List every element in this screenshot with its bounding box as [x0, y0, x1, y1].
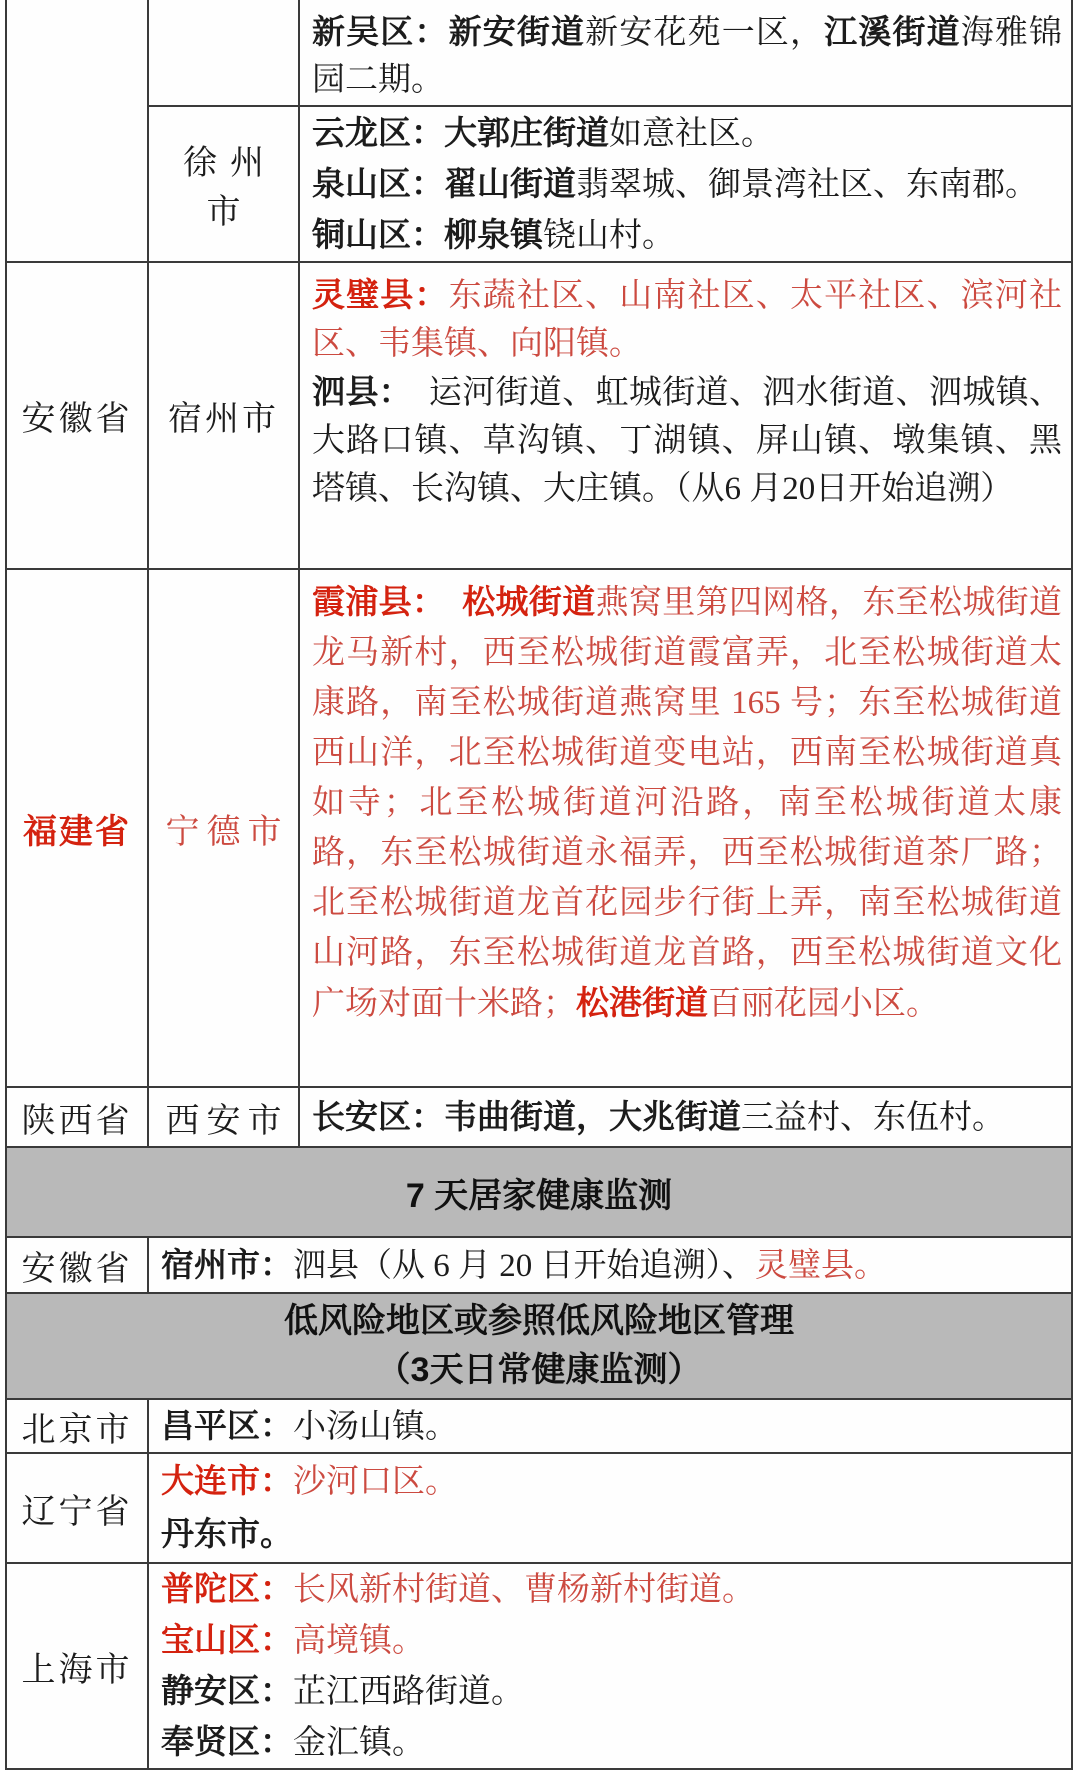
district-entry: [312, 271, 1062, 368]
area-text: 小汤山镇。: [293, 1408, 458, 1445]
district-red-label: 宝山区：: [161, 1621, 293, 1658]
area-text: 如意社区。: [609, 115, 774, 152]
wuxi-districts-cell: [300, 0, 1071, 105]
province-label-fujian: 福建省: [7, 570, 149, 1086]
row-anhui-suzhou: [7, 261, 1071, 568]
ningde-districts-cell: [300, 570, 1071, 1086]
area-text: 芷江西路街道。: [293, 1674, 524, 1710]
district-entry: [161, 1455, 1062, 1508]
area-red-text: 百丽花园小区。: [708, 986, 939, 1022]
area-red-text: 灵璧县。: [755, 1247, 887, 1284]
district-entry: [161, 1666, 1062, 1717]
street-red-bold-label: 松城街道: [462, 583, 596, 620]
area-text: 新安花苑一区，: [585, 15, 825, 51]
section-banner-7day-monitoring: [7, 1146, 1071, 1236]
shanghai-areas-cell: [149, 1564, 1071, 1768]
district-bold-label: 铜山区：柳泉镇: [312, 215, 543, 253]
area-text: 铙山村。: [543, 217, 675, 254]
district-entry: [161, 1243, 1062, 1288]
district-bold-label: 新吴区：新安街道: [312, 13, 586, 50]
district-entry: [161, 1508, 1062, 1561]
area-red-text: 燕窝里第四网格，东至松城街道龙马新村，西至松城街道霞富弄，北至松城街道太康路，南至松城街道燕窝里 165 号；东至松城街道西山洋，北至松城街道变电站，西南至松城街道真如寺；北至松城街道河沿路，南至松城街道太康路，东至松城街道永福弄，西至松城街道茶厂路；北至松城街道龙首花园步行街上弄，南至松城街道山河路，东至松城街道龙首路，西至松城街道文化广场对面十米路；: [312, 585, 1063, 1022]
section-jiangsu: [7, 0, 1071, 261]
xian-districts-cell: [300, 1088, 1071, 1146]
city-label-suzhou: 宿州市: [149, 263, 300, 568]
district-entry: [161, 1564, 1062, 1615]
district-bold-label: 泉山区：翟山街道: [312, 164, 576, 202]
province-label-shaanxi: 陕西省: [7, 1088, 149, 1146]
city-label-xuzhou: 徐州市: [149, 105, 300, 261]
district-bold-label: 云龙区：大郭庄街道: [312, 113, 609, 151]
row-shaanxi-xian: [7, 1086, 1071, 1146]
district-entry: [312, 1095, 1062, 1140]
row-liaoning: [7, 1452, 1071, 1562]
area-text: 泗县（从 6 月 20 日开始追溯）、: [293, 1247, 755, 1284]
county-bold-label: 泗县：: [312, 373, 396, 410]
area-red-text: 东蔬社区、山南社区、太平社区、滨河社区、韦集镇、向阳镇。: [312, 278, 1063, 362]
row-shanghai: [7, 1562, 1071, 1768]
district-entry: [312, 159, 1062, 210]
area-red-text: 沙河口区。: [293, 1464, 458, 1500]
anhui-areas-cell: [149, 1238, 1071, 1292]
xuzhou-districts-cell: [300, 105, 1071, 261]
row-anhui-7day: [7, 1236, 1071, 1292]
district-entry: [161, 1615, 1062, 1666]
district-entry: [312, 210, 1062, 261]
province-cell-continued: [7, 0, 149, 261]
row-beijing: [7, 1398, 1071, 1452]
district-bold-label: 昌平区：: [161, 1406, 293, 1444]
beijing-areas-cell: [149, 1400, 1071, 1452]
city-label-xian: 西安市: [149, 1088, 300, 1146]
banner-title-line1: 低风险地区或参照低风险地区管理: [284, 1302, 794, 1340]
area-text: 海雅锦园二期。: [312, 15, 1063, 98]
province-label-anhui: 安徽省: [7, 263, 149, 568]
area-text: 金汇镇。: [293, 1725, 425, 1761]
city-label-ningde: 宁德市: [149, 570, 300, 1086]
area-red-text: 长风新村街道、曹杨新村街道。: [293, 1572, 755, 1608]
street-bold-label: 江溪街道: [824, 13, 961, 50]
district-entry: [161, 1404, 1062, 1449]
city-bold-label: 丹东市。: [161, 1515, 293, 1552]
province-label-anhui: 安徽省: [7, 1238, 149, 1292]
area-red-text: 高境镇。: [293, 1623, 425, 1659]
province-label-beijing: 北京市: [7, 1400, 149, 1452]
liaoning-areas-cell: [149, 1454, 1071, 1562]
district-entry: [312, 8, 1062, 104]
section-banner-low-risk: [7, 1292, 1071, 1398]
street-red-bold-label: 松港街道: [576, 984, 708, 1021]
city-cell-continued: [149, 0, 300, 105]
district-bold-label: 长安区：韦曲街道，大兆街道: [312, 1097, 741, 1135]
district-bold-label: 奉贤区：: [161, 1723, 293, 1760]
city-red-label: 大连市：: [161, 1462, 293, 1499]
suzhou-districts-cell: [300, 263, 1071, 568]
county-red-label: 灵璧县：: [312, 276, 449, 313]
district-entry: [312, 368, 1062, 513]
district-entry: [161, 1717, 1062, 1768]
district-entry: [312, 108, 1062, 159]
city-bold-label: 宿州市：: [161, 1245, 293, 1283]
risk-area-table: [5, 0, 1073, 1770]
district-bold-label: 静安区：: [161, 1672, 293, 1709]
banner-title-line2: （3天日常健康监测）: [376, 1351, 702, 1389]
area-text: 运河街道、虹城街道、泗水街道、泗城镇、大路口镇、草沟镇、丁湖镇、屏山镇、墩集镇、黑塔镇、长沟镇、大庄镇。（从6 月20日开始追溯）: [312, 375, 1063, 507]
banner-title: 7 天居家健康监测: [405, 1176, 673, 1215]
district-red-label: 普陀区：: [161, 1570, 293, 1607]
area-text: 翡翠城、御景湾社区、东南郡。: [576, 166, 1038, 203]
county-red-label: 霞浦县：: [312, 583, 463, 620]
province-label-liaoning: 辽宁省: [7, 1454, 149, 1562]
district-entry: [312, 577, 1062, 1029]
area-text: 三益村、东伍村。: [741, 1099, 1005, 1136]
province-label-shanghai: 上海市: [7, 1564, 149, 1768]
row-fujian-ningde: [7, 568, 1071, 1086]
